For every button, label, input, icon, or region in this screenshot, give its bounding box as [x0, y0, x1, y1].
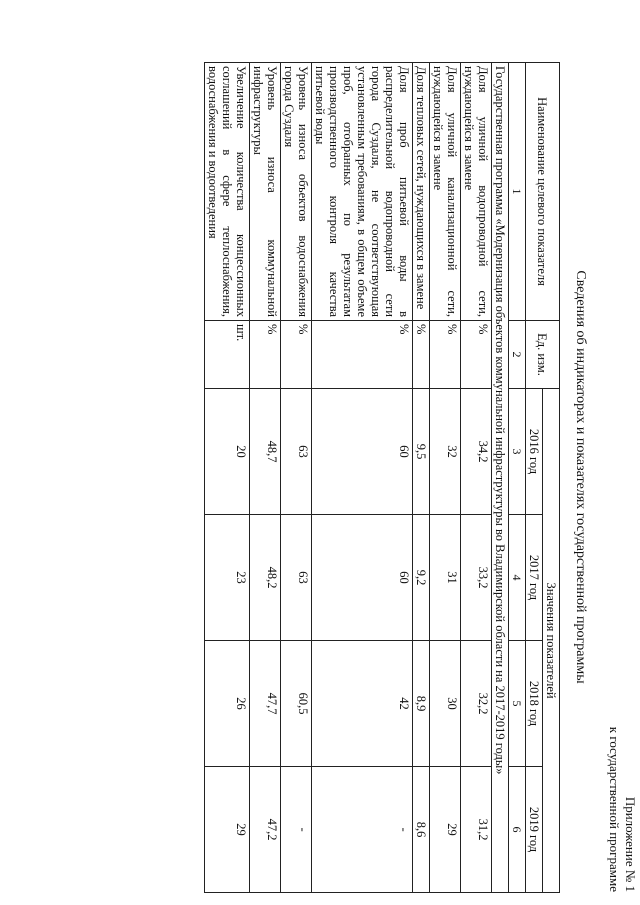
column-number: 4 — [509, 515, 526, 641]
document-title: Сведения об индикаторах и показателях государственной программы — [573, 270, 588, 684]
header-row — [543, 63, 560, 893]
table-row — [430, 63, 461, 893]
value-2016: 20 — [205, 389, 250, 515]
indicator-unit: % — [281, 321, 312, 389]
indicator-name: Доля тепловых сетей, нуждающихся в замене — [413, 63, 430, 321]
header-year: 2018 год — [526, 641, 543, 767]
value-2018: 26 — [205, 641, 250, 767]
value-2016: 32 — [430, 389, 461, 515]
table-row — [281, 63, 312, 893]
value-2018: 32,2 — [461, 641, 492, 767]
value-2019: 8,6 — [413, 767, 430, 893]
value-2018: 42 — [312, 641, 413, 767]
indicator-name: Увеличение количества концессионных соглашений в сфере теплоснабжения, водоснабжения и водоотведения — [205, 63, 250, 321]
header-year: 2016 год — [526, 389, 543, 515]
indicator-name: Доля уличной канализационной сети, нуждающейся в замене — [430, 63, 461, 321]
header-year: 2019 год — [526, 767, 543, 893]
value-2019: 29 — [205, 767, 250, 893]
value-2017: 48,2 — [250, 515, 281, 641]
indicator-name: Уровень износа объектов водоснабжения города Суздаля — [281, 63, 312, 321]
header-values: Значения показателей — [543, 389, 560, 893]
annex-reference: к государственной программе — [607, 726, 622, 892]
indicator-unit: шт. — [205, 321, 250, 389]
indicator-unit: % — [430, 321, 461, 389]
value-2017: 31 — [430, 515, 461, 641]
indicator-unit: % — [250, 321, 281, 389]
table-row — [413, 63, 430, 893]
value-2017: 23 — [205, 515, 250, 641]
rotated-page — [128, 62, 638, 892]
indicator-name: Доля проб питьевой воды в распределительной водопроводной сети города Суздаля, не соответствующая установленным требованиям, в общем объеме проб, отобранных по результатам производственного контроля качества питьевой воды — [312, 63, 413, 321]
value-2018: 47,7 — [250, 641, 281, 767]
value-2017: 63 — [281, 515, 312, 641]
value-2016: 63 — [281, 389, 312, 515]
value-2018: 30 — [430, 641, 461, 767]
table-row — [250, 63, 281, 893]
indicator-unit: % — [413, 321, 430, 389]
value-2016: 9,5 — [413, 389, 430, 515]
value-2019: - — [281, 767, 312, 893]
column-number: 2 — [509, 321, 526, 389]
header-name: Наименование целевого показателя — [526, 63, 560, 321]
value-2019: 47,2 — [250, 767, 281, 893]
indicators-table — [204, 62, 560, 893]
indicator-unit: % — [312, 321, 413, 389]
program-title: Государственная программа «Модернизация объектов коммунальной инфраструктуры во Владимирской области на 2017-2019 годы» — [492, 63, 509, 893]
value-2017: 60 — [312, 515, 413, 641]
value-2016: 48,7 — [250, 389, 281, 515]
header-year: 2017 год — [526, 515, 543, 641]
program-row — [492, 63, 509, 893]
value-2019: 31,2 — [461, 767, 492, 893]
value-2019: - — [312, 767, 413, 893]
column-number: 3 — [509, 389, 526, 515]
value-2019: 29 — [430, 767, 461, 893]
column-numbers-row — [509, 63, 526, 893]
annex-note — [606, 727, 638, 892]
value-2016: 60 — [312, 389, 413, 515]
indicator-name: Уровень износа коммунальной инфраструктуры — [250, 63, 281, 321]
table-row — [312, 63, 413, 893]
indicator-name: Доля уличной водопроводной сети, нуждающейся в замене — [461, 63, 492, 321]
value-2017: 9,2 — [413, 515, 430, 641]
indicator-unit: % — [461, 321, 492, 389]
column-number: 6 — [509, 767, 526, 893]
table-row — [205, 63, 250, 893]
header-unit: Ед. изм. — [526, 321, 560, 389]
value-2016: 34,2 — [461, 389, 492, 515]
value-2017: 33,2 — [461, 515, 492, 641]
value-2018: 60,5 — [281, 641, 312, 767]
annex-number: Приложение № 1 — [623, 796, 638, 892]
column-number: 1 — [509, 63, 526, 321]
column-number: 5 — [509, 641, 526, 767]
value-2018: 8,9 — [413, 641, 430, 767]
table-row — [461, 63, 492, 893]
